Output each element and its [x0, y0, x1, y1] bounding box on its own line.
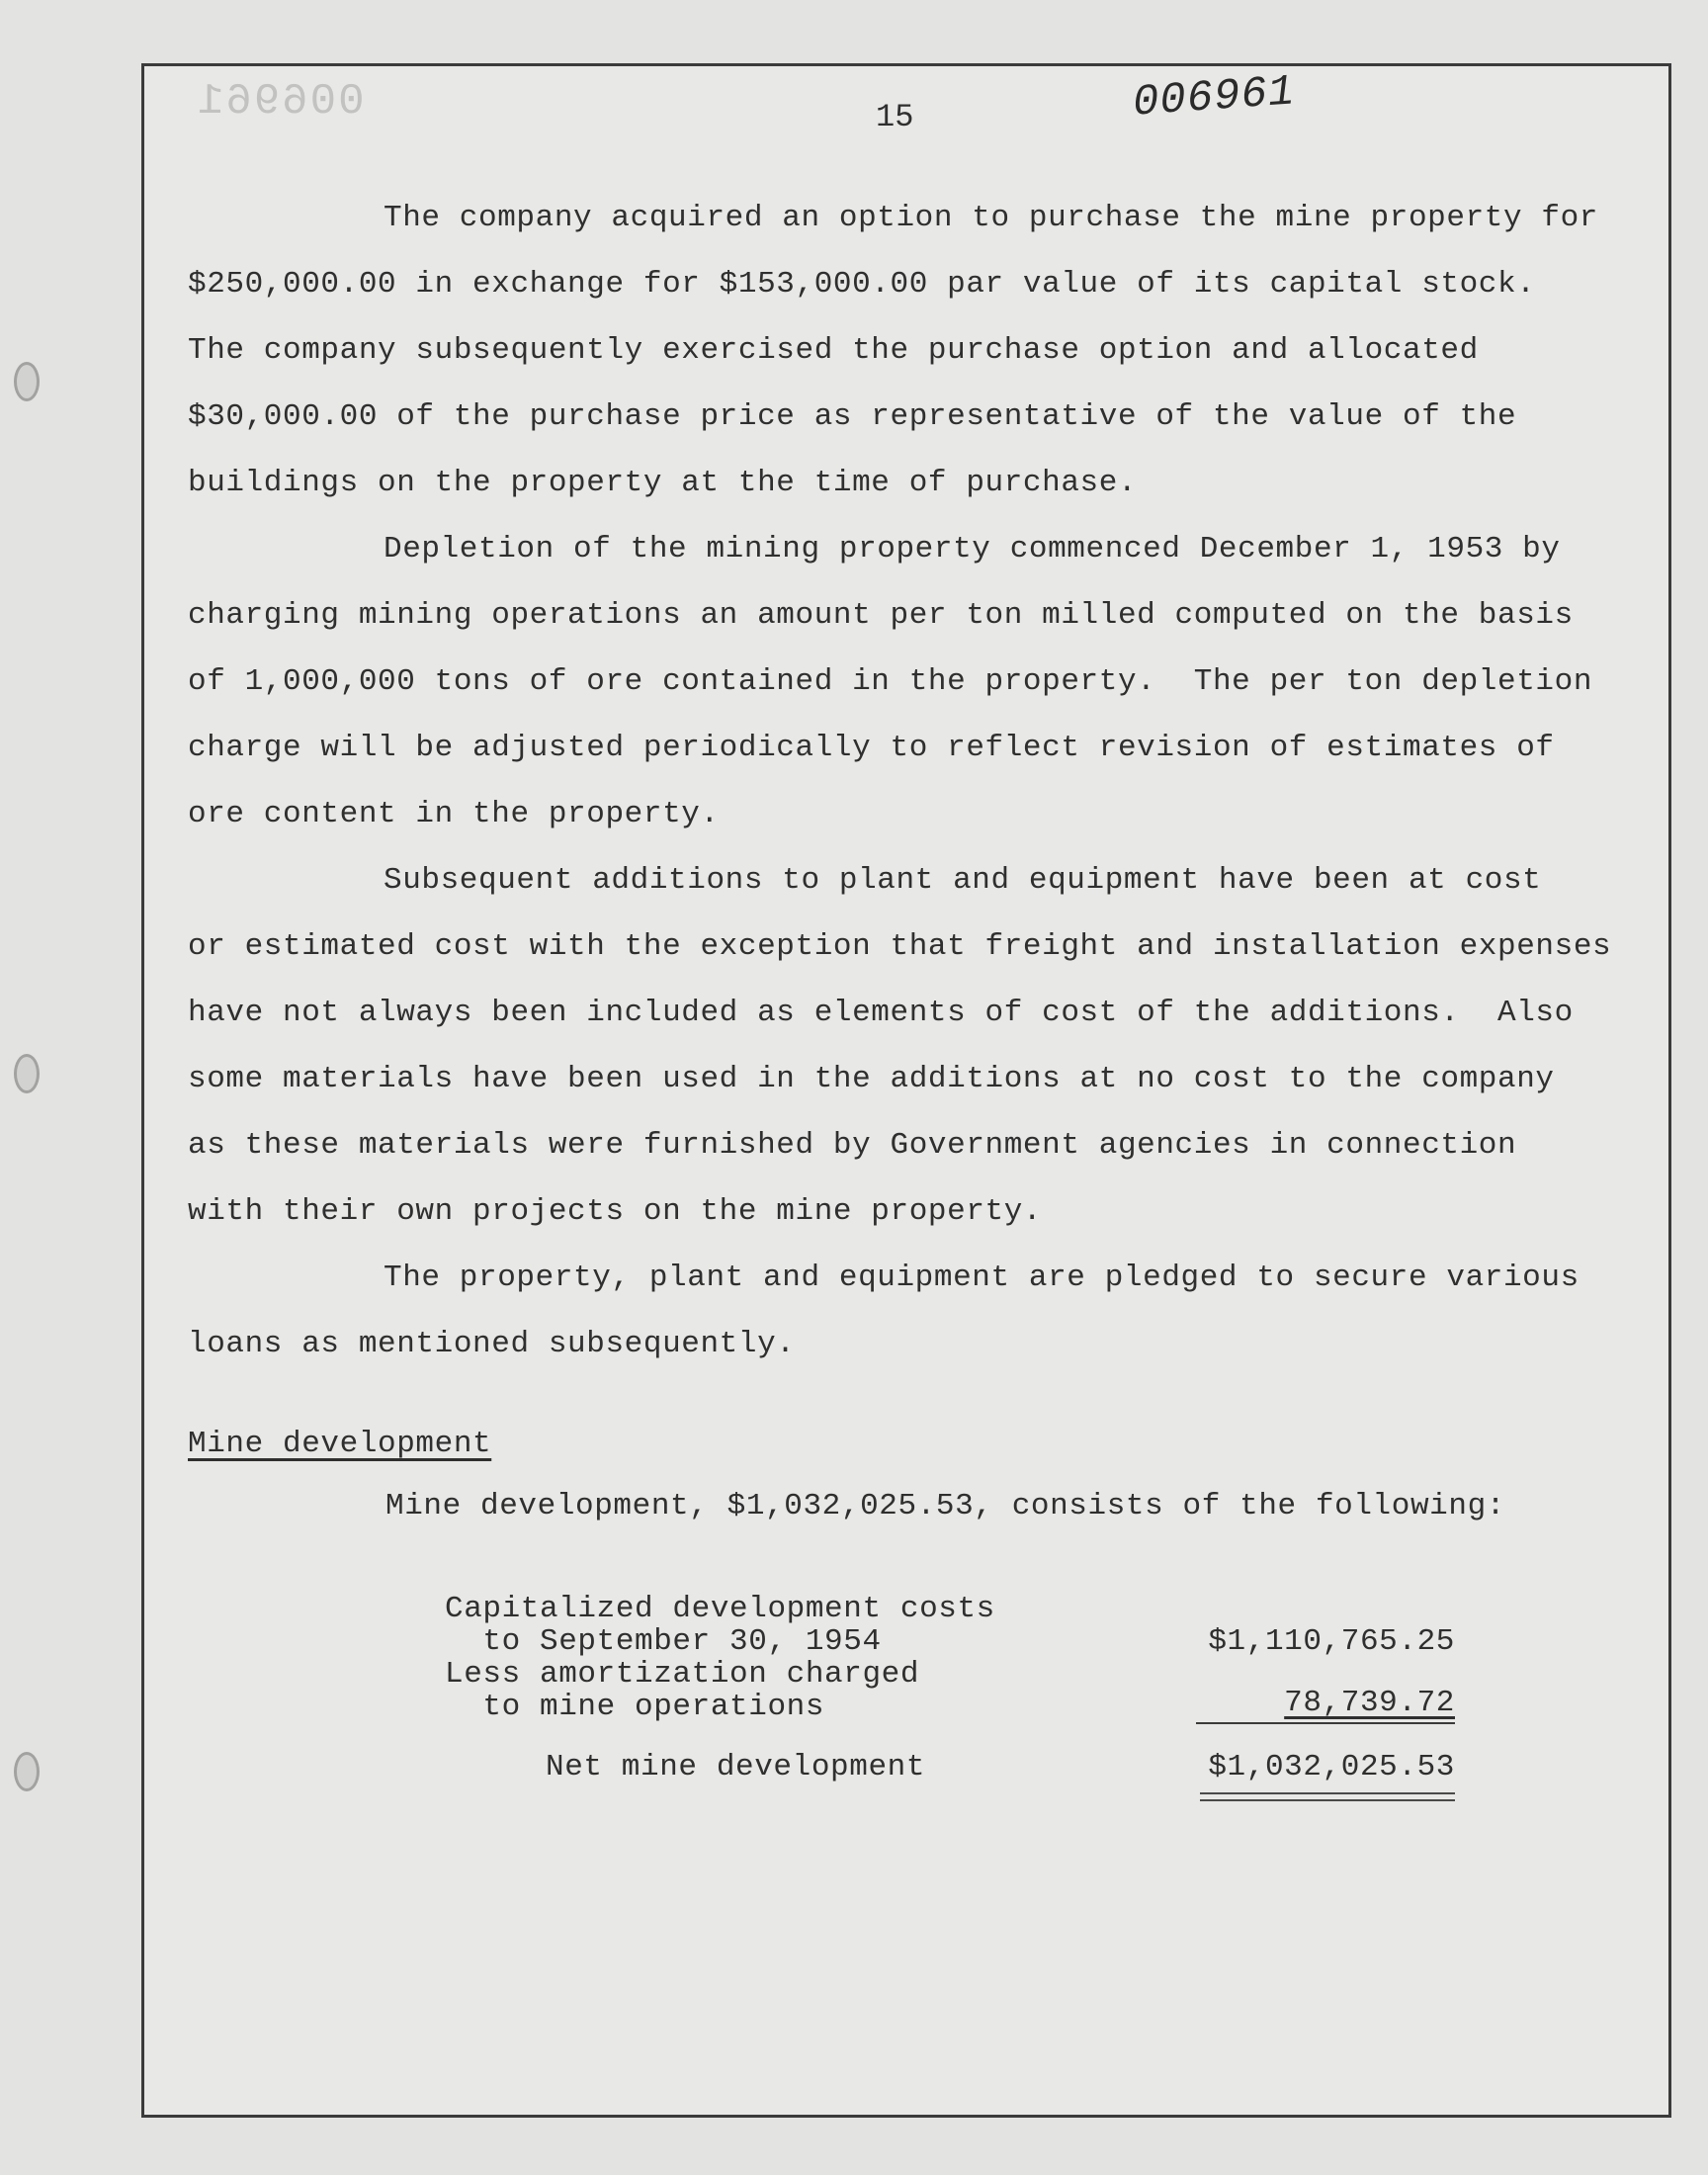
schedule-row-1-label-line-2: to September 30, 1954 [445, 1624, 882, 1659]
schedule-row-2-label-line-1: Less amortization charged [445, 1657, 920, 1692]
paragraph-2-line-4: charge will be adjusted periodically to reflect revision of estimates of [188, 731, 1555, 765]
subtotal-rule [1196, 1722, 1455, 1724]
bleed-through-number: 006961 [196, 77, 365, 127]
page-number: 15 [876, 99, 914, 135]
paragraph-2-line-2: charging mining operations an amount per ton milled computed on the basis [188, 598, 1574, 633]
paragraph-4-line-2: loans as mentioned subsequently. [188, 1327, 796, 1361]
paragraph-3-line-3: have not always been included as elements of cost of the additions. Also [188, 996, 1574, 1030]
paragraph-1-line-2: $250,000.00 in exchange for $153,000.00 par value of its capital stock. [188, 267, 1536, 302]
paragraph-2-line-5: ore content in the property. [188, 797, 720, 831]
paragraph-3-line-2: or estimated cost with the exception that freight and installation expenses [188, 929, 1612, 964]
mine-development-intro: Mine development, $1,032,025.53, consists of the following: [385, 1489, 1505, 1523]
punch-hole-top [14, 362, 40, 401]
schedule-row-1-label-line-1: Capitalized development costs [445, 1592, 995, 1626]
section-heading-mine-development: Mine development [188, 1427, 492, 1461]
punch-hole-middle [14, 1054, 40, 1093]
paragraph-3-line-5: as these materials were furnished by Government agencies in connection [188, 1128, 1517, 1163]
schedule-row-3-amount: $1,032,025.53 [1208, 1750, 1455, 1784]
schedule-row-2-label-line-2: to mine operations [445, 1690, 825, 1724]
paragraph-4-line-1: The property, plant and equipment are pledged to secure various [384, 1261, 1580, 1295]
schedule-row-2-amount: 78,739.72 [1284, 1686, 1455, 1720]
paragraph-2-line-1: Depletion of the mining property commenced December 1, 1953 by [384, 532, 1561, 566]
total-double-rule [1200, 1792, 1455, 1801]
paragraph-1-line-1: The company acquired an option to purchase the mine property for [384, 201, 1598, 235]
document-stamp-number: 006961 [1131, 67, 1297, 129]
paragraph-1-line-4: $30,000.00 of the purchase price as representative of the value of the [188, 399, 1517, 434]
paragraph-2-line-3: of 1,000,000 tons of ore contained in the property. The per ton depletion [188, 664, 1593, 699]
schedule-row-3-label: Net mine development [546, 1750, 926, 1784]
paragraph-1-line-5: buildings on the property at the time of purchase. [188, 466, 1138, 500]
punch-hole-bottom [14, 1752, 40, 1791]
paragraph-3-line-1: Subsequent additions to plant and equipment have been at cost [384, 863, 1542, 898]
paragraph-3-line-6: with their own projects on the mine property. [188, 1194, 1043, 1229]
paragraph-1-line-3: The company subsequently exercised the purchase option and allocated [188, 333, 1479, 368]
paragraph-3-line-4: some materials have been used in the additions at no cost to the company [188, 1062, 1555, 1096]
schedule-row-1-amount: $1,110,765.25 [1208, 1624, 1455, 1659]
